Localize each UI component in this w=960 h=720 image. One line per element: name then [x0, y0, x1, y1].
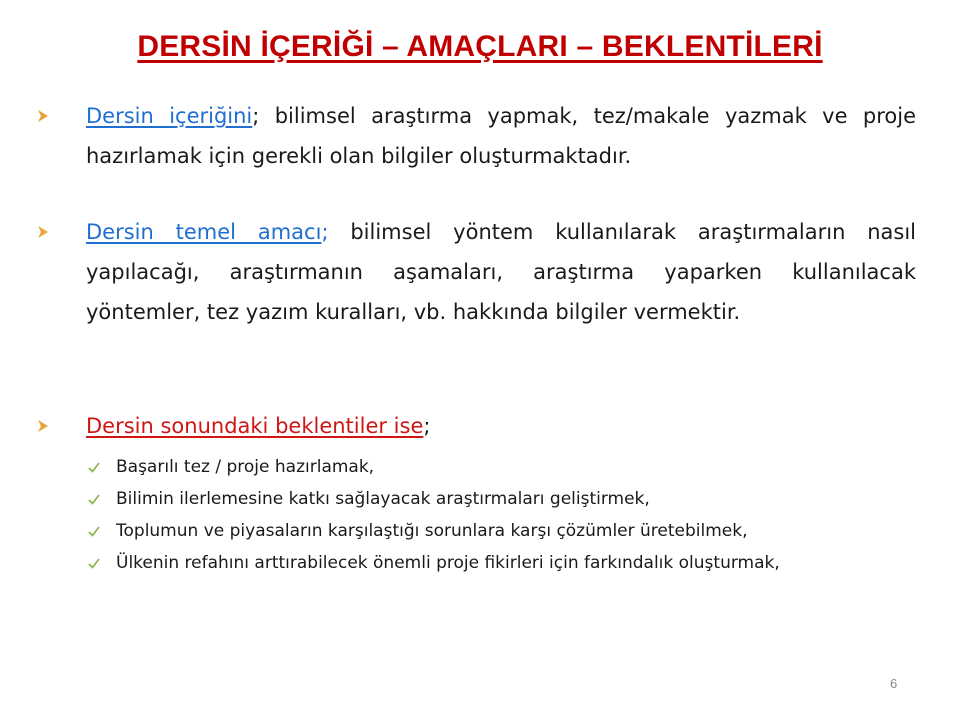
check-icon	[88, 558, 100, 569]
list-item-text: Başarılı tez / proje hazırlamak,	[116, 457, 375, 477]
bullet-paragraph	[36, 406, 916, 446]
goal-link[interactable]: Dersin temel amacı	[86, 220, 322, 244]
expectations-link[interactable]: Dersin sonundaki beklentiler ise	[86, 414, 424, 438]
content-link[interactable]: Dersin içeriğini	[86, 104, 253, 128]
list-item	[88, 452, 918, 482]
list-item	[88, 484, 918, 514]
list-item	[88, 548, 918, 578]
bullet-paragraph	[36, 212, 916, 332]
expectations-list	[88, 452, 918, 580]
separator: ;	[252, 104, 260, 128]
check-icon	[88, 526, 100, 537]
check-icon	[88, 462, 100, 473]
list-item	[88, 516, 918, 546]
page-number: 6	[890, 676, 898, 691]
bullet-content	[36, 96, 916, 176]
arrow-bullet-icon	[36, 225, 50, 239]
bullet-expectations	[36, 406, 916, 446]
list-item-text: Ülkenin refahını arttırabilecek önemli proje fikirleri için farkındalık oluşturmak,	[116, 553, 780, 573]
arrow-bullet-icon	[36, 419, 50, 433]
list-item-text: Toplumun ve piyasaların karşılaştığı sorunlara karşı çözümler üretebilmek,	[116, 521, 748, 541]
bullet-text: bilimsel araştırma yapmak, tez/makale yazmak ve proje hazırlamak için gerekli olan bilgiler oluşturmaktadır.	[86, 104, 916, 168]
check-icon	[88, 494, 100, 505]
bullet-goal	[36, 212, 916, 332]
separator: ;	[321, 220, 329, 244]
list-item-text: Bilimin ilerlemesine katkı sağlayacak araştırmaları geliştirmek,	[116, 489, 650, 509]
arrow-bullet-icon	[36, 109, 50, 123]
bullet-paragraph	[36, 96, 916, 176]
slide-title: DERSİN İÇERİĞİ – AMAÇLARI – BEKLENTİLERİ	[137, 30, 823, 63]
bullet-text: bilimsel yöntem kullanılarak araştırmaların nasıl yapılacağı, araştırmanın aşamaları, araştırma yaparken kullanılacak yöntemler, tez yazım kuralları, vb. hakkında bilgiler vermektir.	[86, 220, 917, 324]
separator: ;	[423, 414, 431, 438]
